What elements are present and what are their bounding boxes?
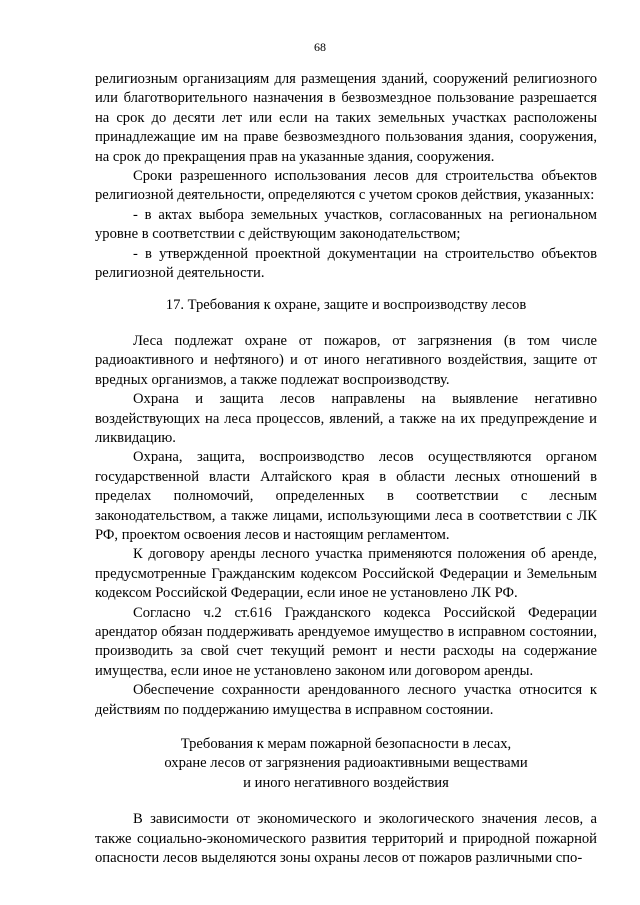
list-item: - в утвержденной проектной документации на строительство объектов религиозной деятельности.: [95, 245, 597, 282]
page-number: 68: [314, 40, 326, 54]
subsection-title-line: и иного негативного воздействия: [243, 774, 449, 791]
section-paragraph: Обеспечение сохранности арендованного лесного участка относится к действиям по поддержанию имущества в исправном состоянии.: [95, 682, 597, 718]
paragraph-terms: Сроки разрешенного использования лесов для строительства объектов религиозной деятельности, определяются с учетом сроков действия, указанных:: [95, 168, 597, 204]
section-paragraph: Охрана и защита лесов направлены на выявление негативно воздействующих на леса процессов, явлений, а также на их предупреждение и ликвидацию.: [95, 391, 597, 446]
list-item: - в актах выбора земельных участков, согласованных на региональном уровне в соответствии с действующим законодательством;: [95, 206, 597, 243]
section-paragraph: Охрана, защита, воспроизводство лесов осуществляются органом государственной власти Алтайского края в области лесных отношений в пределах полномочий, определенных в соответствии с лесным законодательством, а также лицами, использующими леса в соответствии с ЛК РФ, проектом освоения лесов и настоящим регламентом.: [95, 449, 597, 543]
section-title: 17. Требования к охране, защите и воспроизводству лесов: [165, 297, 527, 314]
section-paragraph: Леса подлежат охране от пожаров, от загрязнения (в том числе радиоактивного и нефтяного) и от иного негативного воздействия, защите от вредных организмов, а также подлежат воспроизводству.: [95, 332, 597, 388]
subsection-title-line: Требования к мерам пожарной безопасности в лесах,: [180, 736, 512, 752]
subsection-title-line: охране лесов от загрязнения радиоактивными веществами: [164, 755, 528, 772]
paragraph-intro: религиозным организациям для размещения зданий, сооружений религиозного или благотворительного назначения в безвозмездное пользование разрешается на срок до десяти лет или если на таких земельных участках расположены принадлежащие им на праве безвозмездного пользования здания, сооружения, на срок до прекращения прав на указанные здания, сооружения.: [95, 71, 597, 165]
subsection-title: [95, 735, 597, 793]
section-paragraph: Согласно ч.2 ст.616 Гражданского кодекса Российской Федерации арендатор обязан поддерживать арендуемое имущество в исправном состоянии, производить за свой счет текущий ремонт и нести расходы на содержание имущества, если иное не установлено законом или договором аренды.: [95, 604, 597, 679]
section-paragraph: К договору аренды лесного участка применяются положения об аренде, предусмотренные Гражданским кодексом Российской Федерации и Земельным кодексом Российской Федерации, если иное не установлено ЛК РФ.: [95, 546, 597, 602]
page-content: [95, 70, 597, 868]
final-paragraph: В зависимости от экономического и экологического значения лесов, а также социально-экономического развития территорий и природной пожарной опасности лесов выделяются зоны охраны лесов от пожаров различными спо-: [95, 811, 597, 867]
